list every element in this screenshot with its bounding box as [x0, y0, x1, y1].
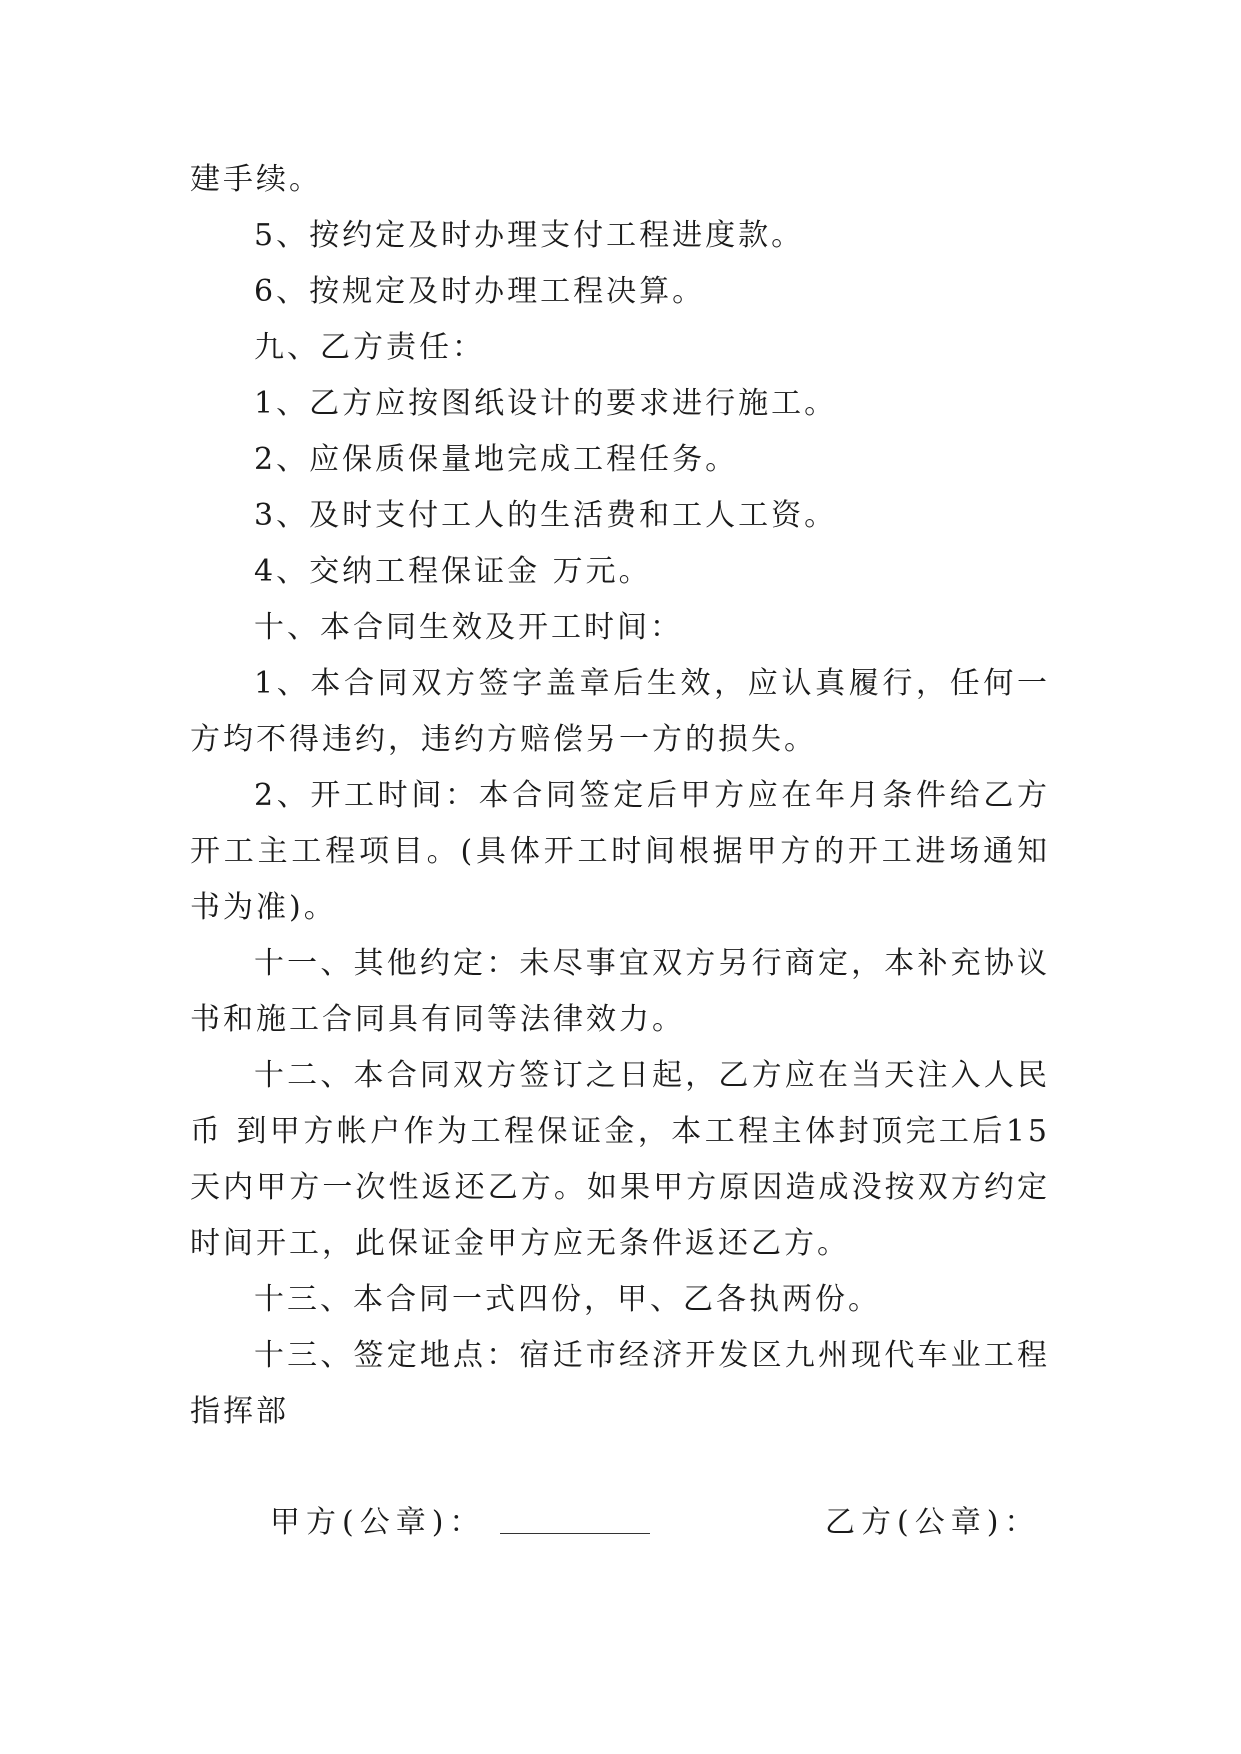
section-10-heading: 十、本合同生效及开工时间：: [254, 610, 683, 645]
clause-9-1: 1、乙方应按图纸设计的要求进行施工。: [254, 386, 838, 421]
clause-10-2: 2、开工时间：本合同签定后甲方应在年月条件给乙方开工主工程项目。(具体开工时间根据甲方的开工进场通知书为准)。: [190, 778, 1050, 925]
clause-9-2: 2、应保质保量地完成工程任务。: [254, 442, 739, 477]
party-a-signature-line: [500, 1533, 650, 1534]
paragraph-continuation: 建手续。: [190, 162, 322, 197]
signature-row: [270, 1495, 1060, 1551]
section-9-heading: 九、乙方责任：: [254, 330, 485, 365]
clause-9-4: 4、交纳工程保证金 万元。: [254, 554, 652, 589]
clause-9-3: 3、及时支付工人的生活费和工人工资。: [254, 498, 838, 533]
section-12: 十二、本合同双方签订之日起，乙方应在当天注入人民币 到甲方帐户作为工程保证金，本工程主体封顶完工后15天内甲方一次性返还乙方。如果甲方原因造成没按双方约定时间开工，此保证金甲方应无条件返还乙方。: [190, 1058, 1050, 1261]
section-13-copies: 十三、本合同一式四份，甲、乙各执两份。: [254, 1282, 881, 1317]
section-11: 十一、其他约定：未尽事宜双方另行商定，本补充协议书和施工合同具有同等法律效力。: [190, 946, 1050, 1037]
clause-10-1: 1、本合同双方签字盖章后生效，应认真履行，任何一方均不得违约，违约方赔偿另一方的损失。: [190, 666, 1050, 757]
section-13-location: 十三、签定地点：宿迁市经济开发区九州现代车业工程指挥部: [190, 1338, 1050, 1429]
party-b-signature-label: 乙方(公章)：: [825, 1505, 1041, 1540]
clause-6-final-accounts: 6、按规定及时办理工程决算。: [254, 274, 706, 309]
party-a-signature-label: 甲方(公章)：: [270, 1505, 486, 1540]
clause-5-progress-payment: 5、按约定及时办理支付工程进度款。: [254, 218, 805, 253]
contract-body: [190, 152, 1050, 1440]
